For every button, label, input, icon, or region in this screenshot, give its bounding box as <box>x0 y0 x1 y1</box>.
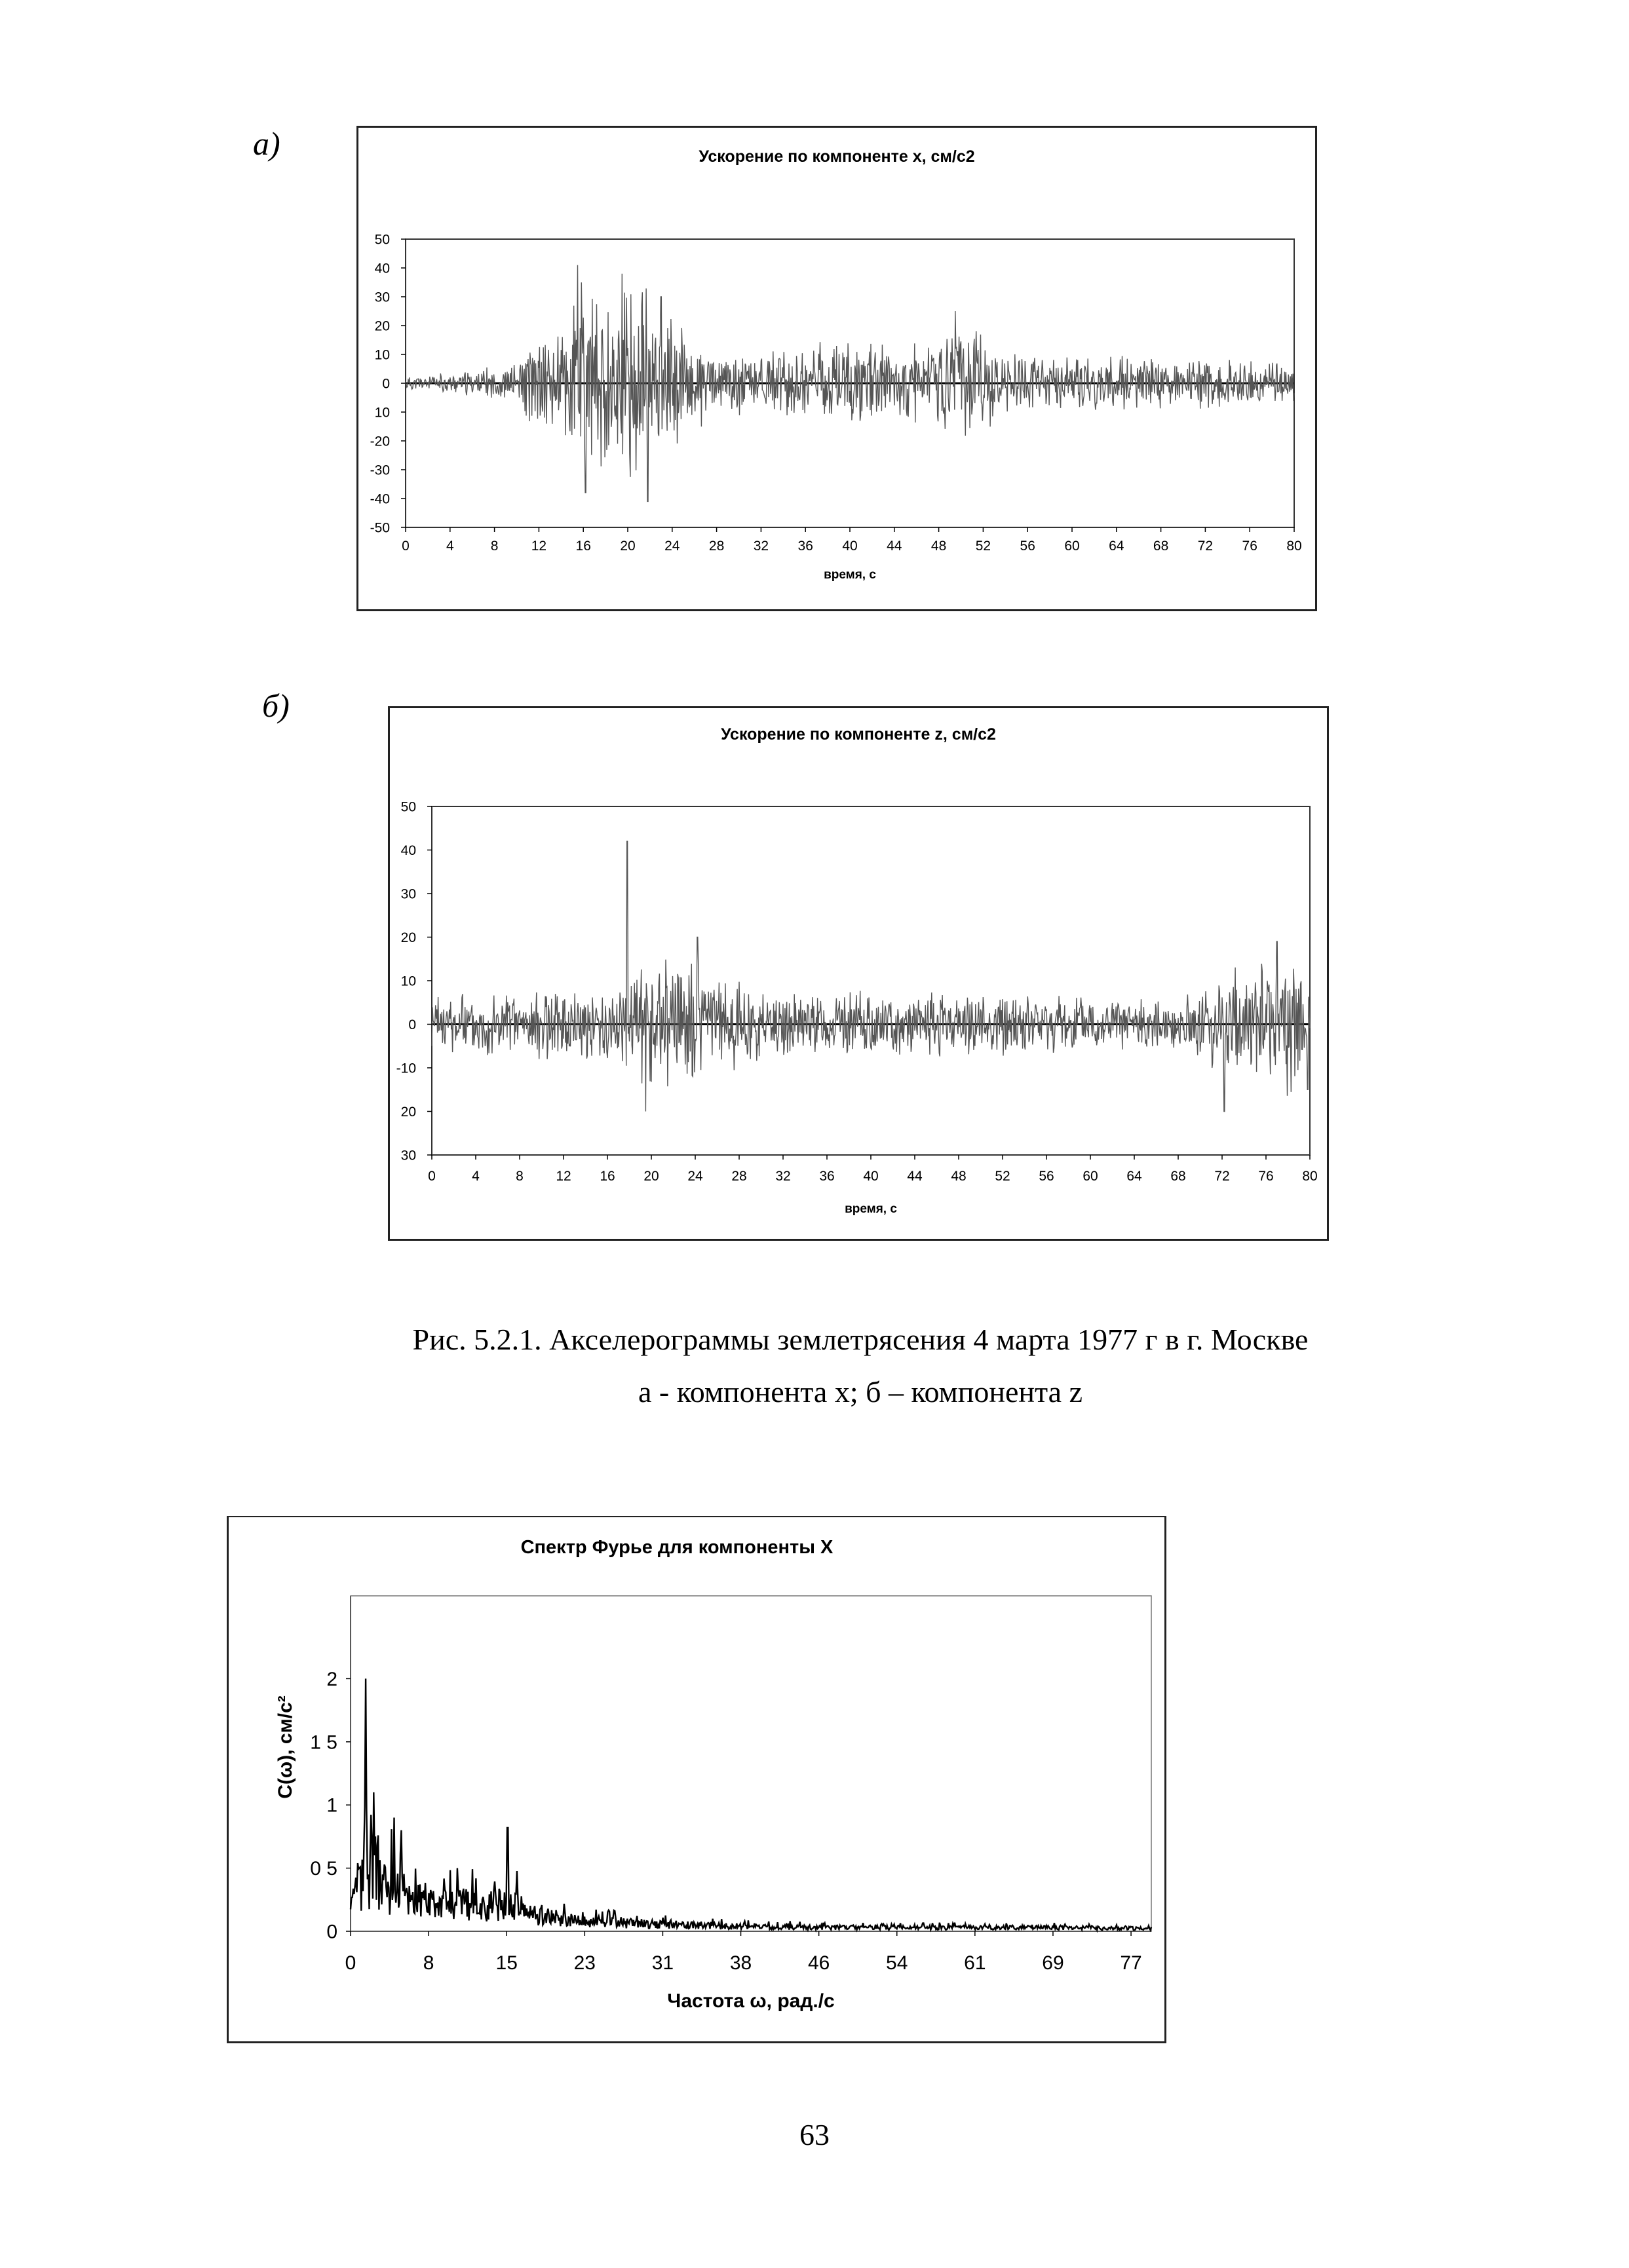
plot-frame <box>351 1596 1151 1931</box>
x-tick-label: 72 <box>1214 1169 1230 1184</box>
chart-svg <box>229 1517 1164 2041</box>
x-tick-label: 64 <box>1109 539 1124 554</box>
x-tick-label: 0 <box>402 539 410 554</box>
series-line <box>351 1678 1151 1930</box>
x-tick-label: 28 <box>708 539 725 554</box>
panel-label-top-b: б) <box>262 687 290 724</box>
y-tick-label: 30 <box>400 1148 416 1163</box>
y-tick-label: 20 <box>400 1104 416 1120</box>
chart-title: Спектр Фурье для компоненты X <box>520 1537 834 1558</box>
page-number: 63 <box>799 2118 830 2151</box>
plot-frame <box>432 806 1310 1155</box>
y-tick-label: 40 <box>374 261 390 276</box>
x-tick-label: 61 <box>964 1952 986 1974</box>
y-tick-label: 2 <box>326 1668 337 1690</box>
x-tick-label: 76 <box>1258 1169 1274 1184</box>
x-tick-label: 54 <box>886 1952 908 1974</box>
x-tick-label: 56 <box>1020 539 1035 554</box>
x-tick-label: 8 <box>490 539 499 554</box>
y-tick-label: 1 <box>326 1794 337 1817</box>
x-tick-label: 32 <box>753 539 769 554</box>
y-tick-label: -10 <box>396 1061 416 1076</box>
x-axis-title: время, с <box>824 568 876 582</box>
x-tick-label: 60 <box>1083 1169 1098 1184</box>
x-tick-label: 0 <box>428 1169 436 1184</box>
x-tick-label: 48 <box>951 1169 967 1184</box>
x-tick-label: 56 <box>1039 1169 1054 1184</box>
panel-label-top-a: а) <box>253 125 280 162</box>
x-tick-label: 28 <box>731 1169 747 1184</box>
x-tick-label: 8 <box>516 1169 524 1184</box>
chart-title: Ускорение по компоненте z, см/с2 <box>721 725 996 744</box>
x-tick-label: 77 <box>1120 1952 1142 1974</box>
x-tick-label: 4 <box>472 1169 480 1184</box>
x-tick-label: 16 <box>600 1169 615 1184</box>
y-axis-title: C(ω), см/с² <box>275 1695 296 1799</box>
x-tick-label: 0 <box>345 1952 356 1974</box>
x-tick-label: 52 <box>995 1169 1010 1184</box>
y-tick-label: 0 <box>326 1921 337 1943</box>
chart-accel-x <box>356 126 1317 611</box>
y-tick-label: 50 <box>400 799 416 815</box>
x-tick-label: 24 <box>687 1169 703 1184</box>
x-tick-label: 32 <box>775 1169 791 1184</box>
x-tick-label: 44 <box>887 539 902 554</box>
x-tick-label: 4 <box>446 539 454 554</box>
x-tick-label: 69 <box>1042 1952 1064 1974</box>
x-tick-label: 60 <box>1064 539 1080 554</box>
y-tick-label: 0 <box>382 376 390 392</box>
x-tick-label: 46 <box>807 1952 830 1974</box>
x-axis-title: Частота ω, рад./с <box>667 1990 835 2012</box>
y-tick-label: 40 <box>400 842 416 858</box>
x-tick-label: 40 <box>842 539 858 554</box>
series-line <box>432 841 1310 1111</box>
x-tick-label: 48 <box>930 539 947 554</box>
x-tick-label: 31 <box>651 1952 674 1974</box>
chart-fourier-spectrum <box>227 1516 1166 2043</box>
y-tick-label: 10 <box>374 347 390 363</box>
y-tick-label: -30 <box>370 463 390 478</box>
x-tick-label: 68 <box>1170 1169 1186 1184</box>
y-tick-label: 10 <box>400 973 416 989</box>
x-axis-title: время, с <box>845 1202 897 1216</box>
y-tick-label: 50 <box>374 232 390 248</box>
x-tick-label: 68 <box>1153 539 1169 554</box>
x-tick-label: 44 <box>907 1169 923 1184</box>
x-tick-label: 36 <box>819 1169 835 1184</box>
x-tick-label: 80 <box>1286 539 1302 554</box>
x-tick-label: 38 <box>729 1952 752 1974</box>
y-tick-label: -50 <box>370 520 390 536</box>
chart-svg <box>358 128 1315 609</box>
x-tick-label: 36 <box>797 539 813 554</box>
y-tick-label: 0 5 <box>310 1858 337 1880</box>
y-tick-label: 1 5 <box>310 1731 337 1754</box>
x-tick-label: 52 <box>975 539 991 554</box>
chart-title: Ускорение по компоненте х, см/с2 <box>699 147 975 166</box>
x-tick-label: 15 <box>495 1952 518 1974</box>
x-tick-label: 20 <box>643 1169 659 1184</box>
x-tick-label: 24 <box>664 539 680 554</box>
y-tick-label: 20 <box>400 930 416 945</box>
x-tick-label: 23 <box>573 1952 596 1974</box>
x-tick-label: 12 <box>556 1169 571 1184</box>
y-tick-label: -40 <box>370 491 390 507</box>
x-tick-label: 8 <box>423 1952 434 1974</box>
x-tick-label: 80 <box>1302 1169 1318 1184</box>
x-tick-label: 12 <box>531 539 547 554</box>
chart-svg <box>390 708 1327 1239</box>
y-tick-label: 30 <box>374 290 390 305</box>
figure-caption-line1: Рис. 5.2.1. Акселерограммы землетрясения 4 марта 1977 г в г. Москве <box>412 1323 1309 1356</box>
x-tick-label: 64 <box>1126 1169 1142 1184</box>
x-tick-label: 76 <box>1242 539 1257 554</box>
figure-caption-line2: а - компонента х; б – компонента z <box>638 1375 1083 1408</box>
y-tick-label: 30 <box>400 886 416 902</box>
x-tick-label: 16 <box>575 539 591 554</box>
chart-accel-z <box>388 706 1329 1241</box>
y-tick-label: 10 <box>374 405 390 421</box>
x-tick-label: 20 <box>620 539 636 554</box>
y-tick-label: 20 <box>374 318 390 334</box>
y-tick-label: -20 <box>370 434 390 449</box>
x-tick-label: 40 <box>863 1169 879 1184</box>
y-tick-label: 0 <box>408 1017 416 1032</box>
x-tick-label: 72 <box>1197 539 1214 554</box>
